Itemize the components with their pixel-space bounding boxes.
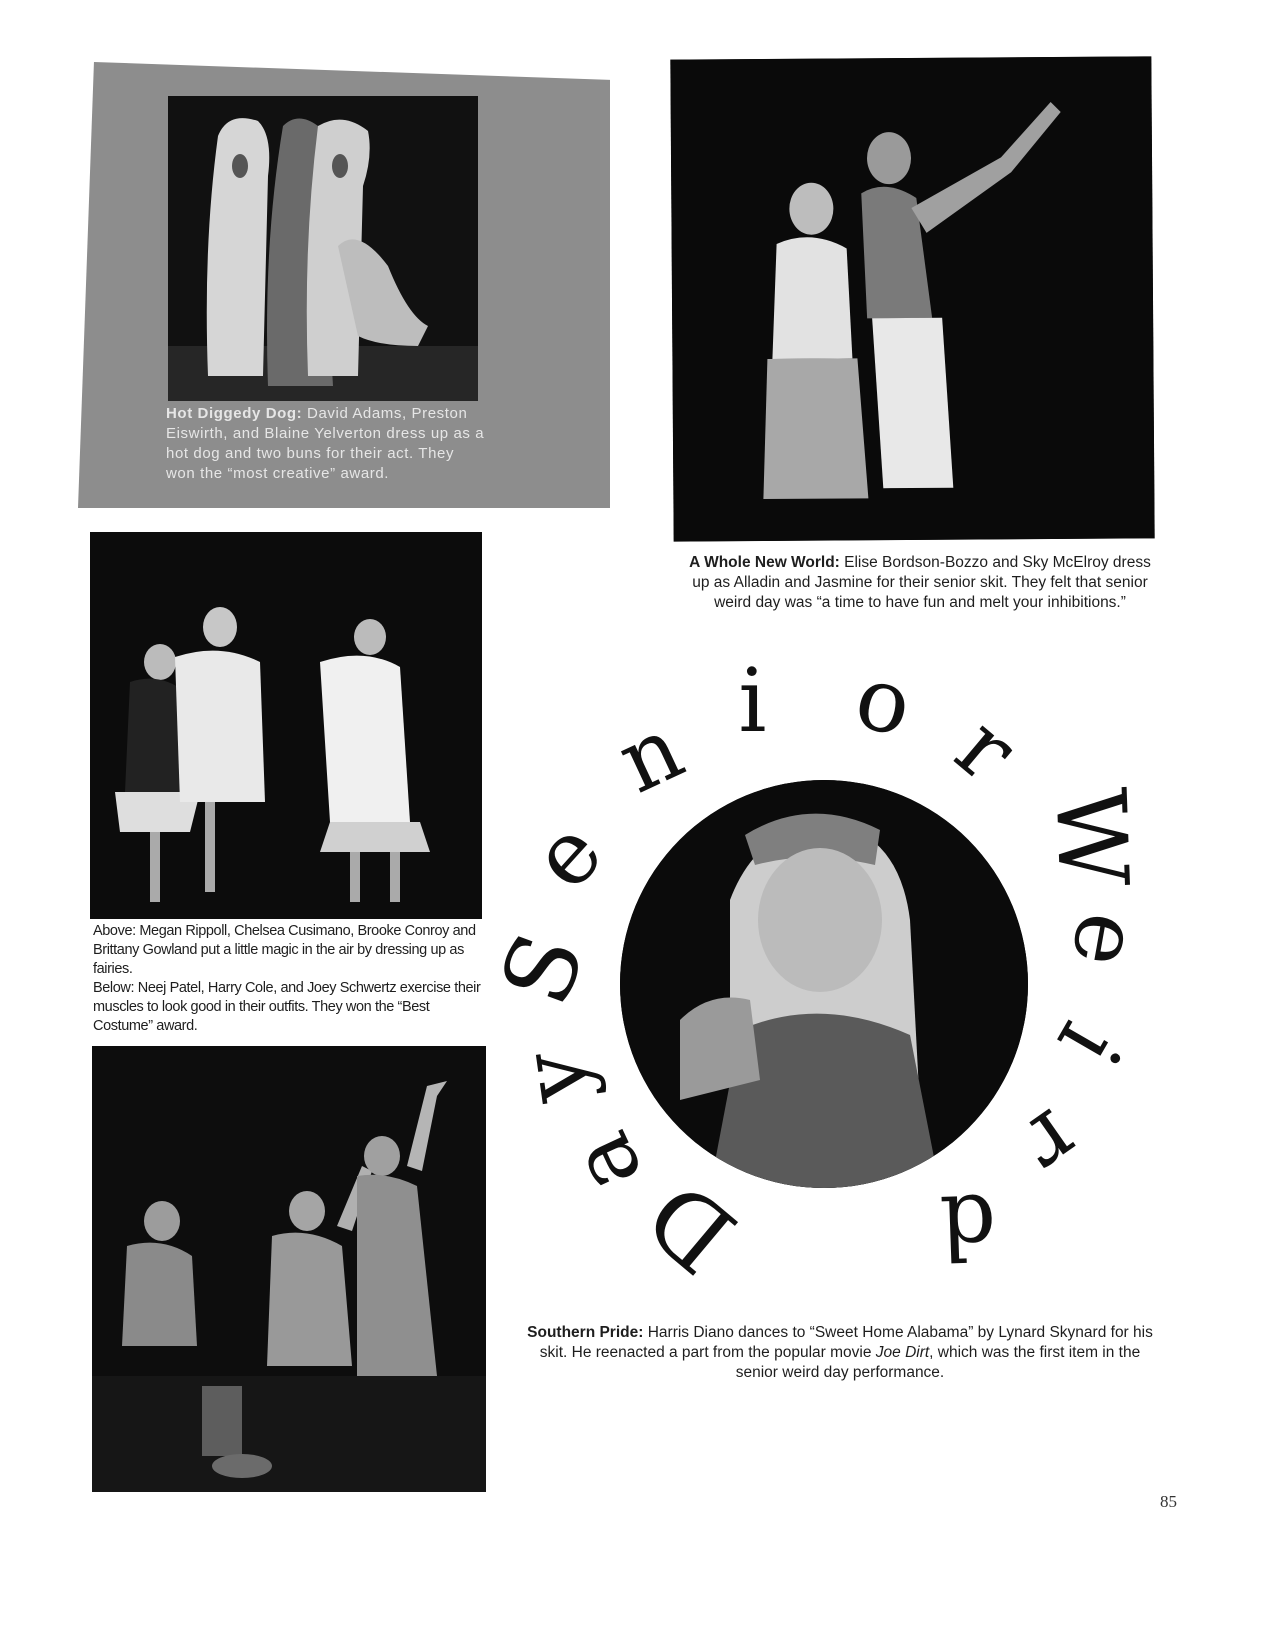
fairies-caption [93, 922, 485, 1036]
southern-pride-caption [520, 1323, 1160, 1383]
arc-letter: d [938, 1174, 999, 1280]
hotdog-caption [166, 404, 486, 484]
arc-letter: y [499, 1045, 609, 1109]
aladdin-caption-text: Elise Bordson-Bozzo and Sky McElroy dress up as Alladin and Jasmine for their senior skit. They felt that senior weird day was “a time to have fun and melt your inhibitions.” [692, 554, 1151, 611]
southern-caption-text-after: , which was the first item in the senior weird day performance. [735, 1344, 1141, 1381]
arc-letter: S [479, 919, 608, 1020]
arc-letter: W [1033, 785, 1150, 888]
arc-letter: o [846, 644, 921, 757]
arc-letter: r [937, 695, 1036, 802]
hotdog-caption-lead: Hot Diggedy Dog: [166, 405, 303, 422]
arc-letter: e [511, 800, 623, 909]
fairies-caption-above: Above: Megan Rippoll, Chelsea Cusimano, Brooke Conroy and Brittany Gowland put a little magic in the air by dressing up as fairies. [93, 923, 476, 977]
southern-caption-text-before: Harris Diano dances to “Sweet Home Alabama” by Lynard Skynard for his skit. He reenacted a part from the popular movie [539, 1324, 1153, 1361]
arc-letter: r [1005, 1089, 1100, 1198]
southern-caption-lead: Southern Pride: [527, 1324, 644, 1341]
arc-letter: e [1051, 905, 1162, 975]
arc-letter: i [738, 648, 767, 752]
arc-letter: i [1038, 1006, 1142, 1082]
southern-pride-circle-photo [620, 780, 1028, 1188]
southern-caption-movie: Joe Dirt [875, 1344, 930, 1361]
page-number: 85 [1160, 1492, 1177, 1511]
fairies-photo [90, 532, 482, 919]
hotdog-costume-photo [168, 96, 478, 401]
fairies-caption-below: Below: Neej Patel, Harry Cole, and Joey Schwertz exercise their muscles to look good in their outfits. They won the “Best Costume” award. [93, 980, 481, 1034]
hotdog-caption-text: David Adams, Preston Eiswirth, and Blaine Yelverton dress up as a hot dog and two buns for their act. They won the “most creative” award. [166, 405, 485, 482]
arc-letter: D [625, 1158, 757, 1294]
aladdin-caption-lead: A Whole New World: [689, 554, 840, 571]
aladdin-jasmine-photo [670, 56, 1154, 541]
aladdin-caption [680, 553, 1160, 613]
arc-letter: n [602, 695, 698, 814]
arc-letter: a [547, 1117, 663, 1209]
best-costume-photo [92, 1046, 486, 1492]
